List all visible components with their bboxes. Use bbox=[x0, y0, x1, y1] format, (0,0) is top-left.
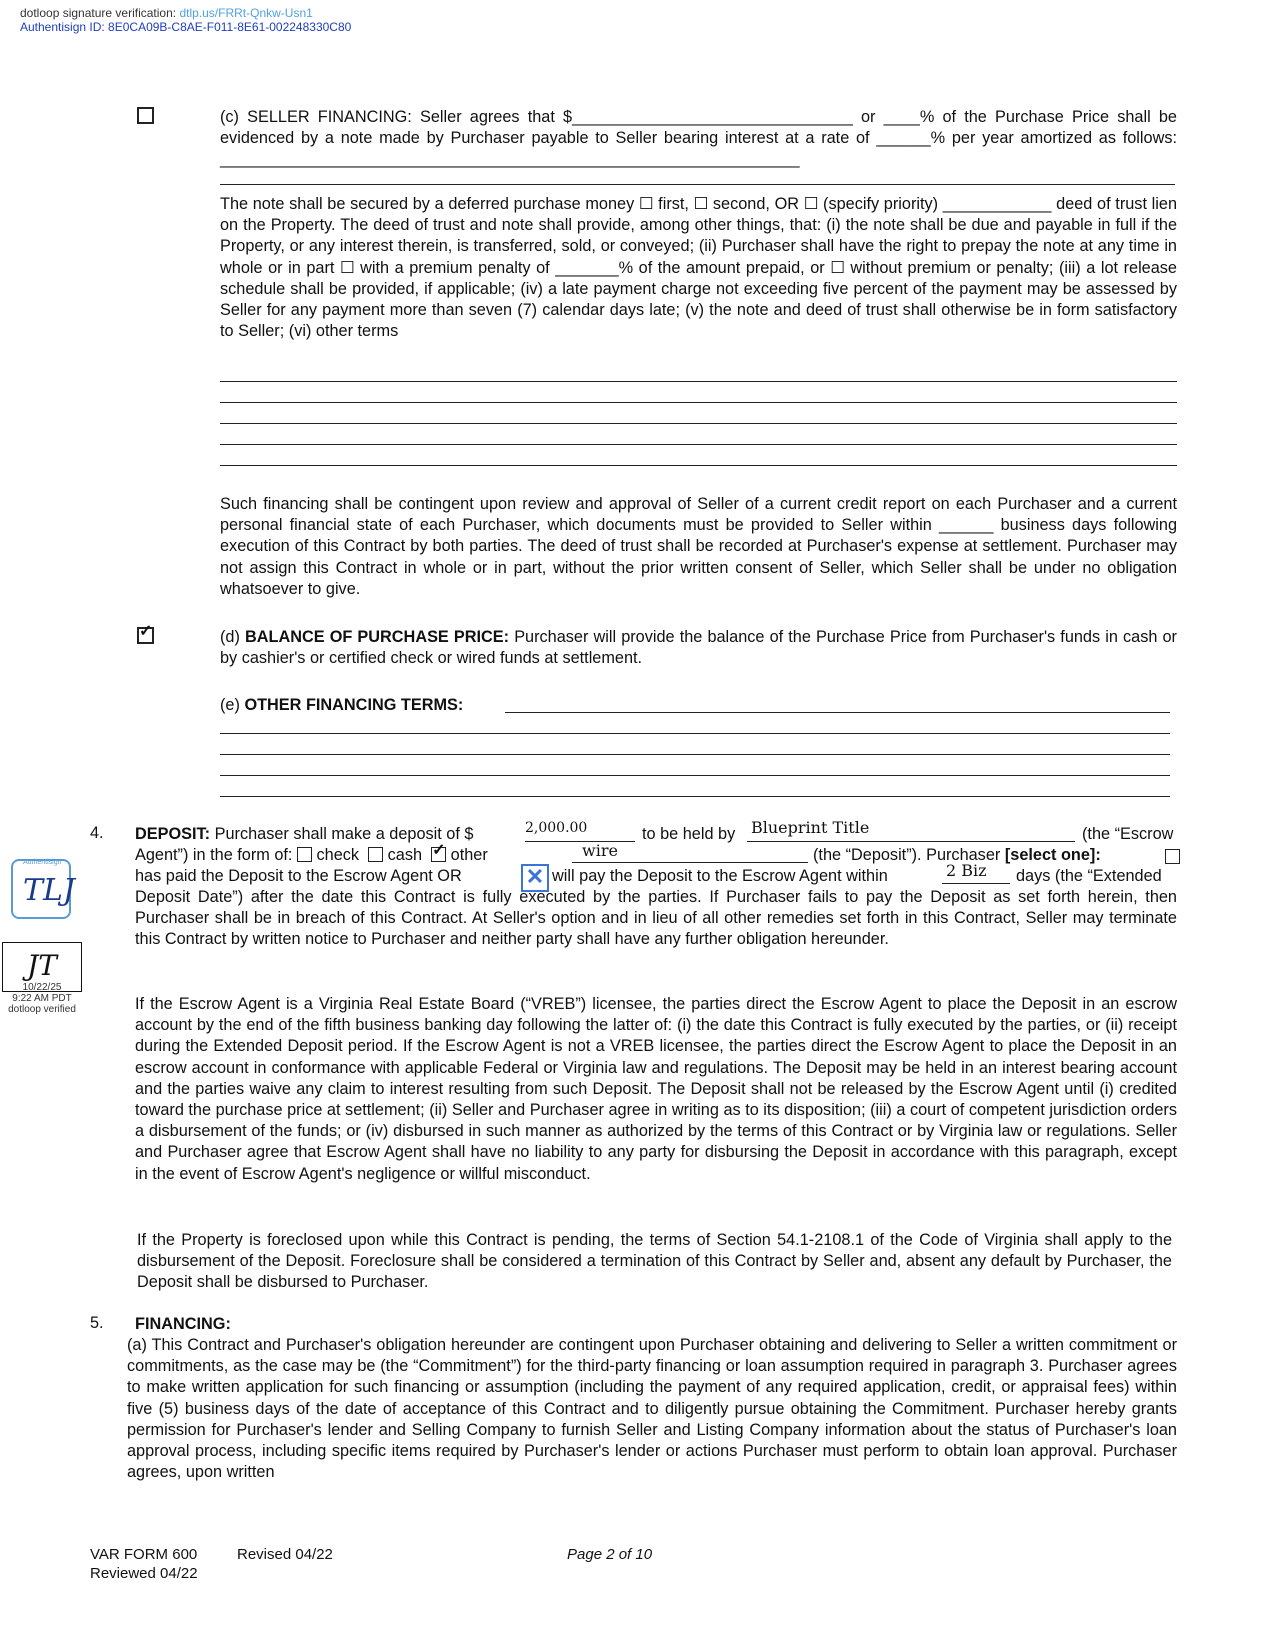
balance-purchase-paragraph: (d) BALANCE OF PURCHASE PRICE: Purchaser will provide the balance of the Purchase Price from Purchaser's funds in cash or by cashier's or certified check or wired funds at settlement. bbox=[220, 628, 1177, 668]
form-reviewed: Reviewed 04/22 bbox=[90, 1565, 198, 1582]
blank-line bbox=[220, 184, 1175, 185]
deposit-line-2: Agent”) in the form of: check cash ✓ other bbox=[135, 845, 1177, 866]
seller-financing-checkbox[interactable] bbox=[137, 107, 154, 124]
seller-financing-p1: (c) SELLER FINANCING: Seller agrees that $_______________________________ or ____% of the Purchase Price shall be evidenced by a note made by Purchaser payable to Seller bearing interest at a rate of ______% per year amortized as follows: ________________________________________________________________ bbox=[220, 108, 1177, 169]
deposit-label: (the “Deposit”). Purchaser [select one]: bbox=[813, 846, 1101, 864]
foreclosure-paragraph: If the Property is foreclosed upon while this Contract is pending, the terms of Section 54.1-2108.1 of the Code of Virginia shall apply to the disbursement of the Deposit. Foreclosure shall be considered a termination of this Contract by Seller and, absent any default by Purchaser, the Deposit shall be disbursed to Purchaser. bbox=[137, 1231, 1172, 1292]
deposit-amount[interactable]: 2,000.00 bbox=[525, 820, 588, 836]
form-revised: Revised 04/22 bbox=[237, 1546, 333, 1563]
has-paid-text: has paid the Deposit to the Escrow Agent OR bbox=[135, 867, 462, 885]
escrow-agent-line bbox=[747, 841, 1075, 842]
other-financing-line[interactable] bbox=[220, 796, 1170, 797]
deposit-line-1: DEPOSIT: Purchaser shall make a deposit of $ bbox=[135, 825, 474, 843]
section-4-number: 4. bbox=[90, 824, 104, 842]
deposit-amount-line bbox=[525, 841, 635, 842]
will-pay-text: will pay the Deposit to the Escrow Agent within bbox=[552, 867, 888, 885]
page-number: Page 2 of 10 bbox=[567, 1546, 653, 1563]
dotloop-initials-stamp: JT bbox=[2, 942, 82, 992]
check-checkbox[interactable] bbox=[297, 847, 312, 862]
has-paid-checkbox[interactable] bbox=[1165, 849, 1180, 864]
escrow-agent-value[interactable]: Blueprint Title bbox=[751, 818, 870, 837]
other-financing-line[interactable] bbox=[505, 712, 1170, 713]
other-financing-line[interactable] bbox=[220, 733, 1170, 734]
other-terms-line bbox=[220, 402, 1177, 403]
authentisign-id: Authentisign ID: 8E0CA09B-C8AE-F011-8E61-002248330C80 bbox=[20, 20, 352, 34]
authentisign-initials-stamp: Authentisign TLJ bbox=[11, 859, 71, 919]
held-by-text: to be held by bbox=[642, 825, 736, 843]
deposit-paragraph-rest: Deposit Date”) after the date this Contract is fully executed by the parties. If Purchaser fails to pay the Deposit as set forth herein, then Purchaser shall be in breach of this Contract. At Seller's option and in lieu of all other remedies set forth in this Contract, Seller may terminate this Contract by written notice to Purchaser and neither party shall have any further obligation hereunder. bbox=[135, 888, 1177, 949]
other-terms-line bbox=[220, 444, 1177, 445]
will-pay-checkbox[interactable]: ✕ bbox=[521, 864, 549, 892]
other-terms-line bbox=[220, 381, 1177, 382]
dotloop-stamp-caption: 10/22/25 9:22 AM PDT dotloop verified bbox=[8, 982, 76, 1015]
form-id: VAR FORM 600 bbox=[90, 1546, 198, 1563]
balance-purchase-checkbox[interactable] bbox=[137, 627, 154, 644]
days-label: days (the “Extended bbox=[1016, 867, 1162, 885]
seller-financing-p2: The note shall be secured by a deferred purchase money ☐ first, ☐ second, OR ☐ (specify priority) ____________ deed of trust lien on the Property. The deed of trust and note shall provide, among other things, that: (i) the note shall be due and payable in full if the Property, or any interest therein, is transferred, sold, or conveyed; (ii) Purchaser shall have the right to prepay the note at any time in whole or in part ☐ with a premium penalty of _______% of the amount prepaid, or ☐ without premium or penalty; (iii) a lot release schedule shall be provided, if applicable; (iv) a late payment charge not exceeding five percent of the payment may be assessed by Seller for any payment more than seven (7) calendar days late; (v) the note and deed of trust shall otherwise be in form satisfactory to Seller; (vi) other terms bbox=[220, 195, 1177, 341]
verification-link[interactable]: dtlp.us/FRRt-Qnkw-Usn1 bbox=[179, 6, 313, 20]
other-form-line bbox=[572, 862, 808, 863]
other-checkbox[interactable] bbox=[431, 847, 446, 862]
days-line bbox=[942, 883, 1010, 884]
escrow-label-a: (the “Escrow bbox=[1082, 825, 1174, 843]
days-value[interactable]: 2 Biz bbox=[946, 861, 987, 880]
financing-heading: FINANCING: bbox=[135, 1315, 231, 1333]
financing-paragraph: (a) This Contract and Purchaser's obligation hereunder are contingent upon Purchaser obtaining and delivering to Seller a written commitment or commitments, as the case may be (the “Commitment”) for the third-party financing or loan assumption required in paragraph 3. Purchaser agrees to make written application for such financing or assumption (including the payment of any required application, credit, or appraisal fees) within five (5) business days of the date of acceptance of this Contract and to diligently pursue obtaining the Commitment. Purchaser hereby grants permission for Purchaser's lender and Selling Company to furnish Seller and Listing Company information about the status of Purchaser's loan approval process, including specific items required by Purchaser's lender or actions Purchaser must perform to obtain loan approval. Purchaser agrees, upon written bbox=[127, 1336, 1177, 1482]
other-terms-line bbox=[220, 423, 1177, 424]
other-financing-line[interactable] bbox=[220, 754, 1170, 755]
cash-checkbox[interactable] bbox=[368, 847, 383, 862]
dotloop-verification: dotloop signature verification: dtlp.us/FRRt-Qnkw-Usn1 bbox=[20, 6, 313, 20]
balance-heading: BALANCE OF PURCHASE PRICE: bbox=[245, 628, 510, 646]
section-5-number: 5. bbox=[90, 1314, 104, 1332]
seller-financing-p3: Such financing shall be contingent upon review and approval of Seller of a current credit report on each Purchaser and a current personal financial state of each Purchaser, which documents must be provided to Seller within ______ business days following execution of this Contract by both parties. The deed of trust shall be recorded at Purchaser's expense at settlement. Purchaser may not assign this Contract in whole or in part, without the prior written consent of Seller, which Seller shall be under no obligation whatsoever to give. bbox=[220, 495, 1177, 598]
other-form-value[interactable]: wire bbox=[582, 841, 618, 860]
other-terms-line bbox=[220, 465, 1177, 466]
other-financing-label: (e) OTHER FINANCING TERMS: bbox=[220, 696, 464, 714]
other-financing-line[interactable] bbox=[220, 775, 1170, 776]
escrow-paragraph: If the Escrow Agent is a Virginia Real Estate Board (“VREB”) licensee, the parties direct the Escrow Agent to place the Deposit in an escrow account by the end of the fifth business banking day following the latter of: (i) the date this Contract is fully executed by the parties, or (ii) receipt during the Extended Deposit period. If the Escrow Agent is not a VREB licensee, the parties direct the Escrow Agent to place the Deposit in an escrow account in conformance with applicable Federal or Virginia law and regulations. The Deposit may be held in an interest bearing account and the parties waive any claim to interest resulting from such Deposit. The Deposit shall not be released by the Escrow Agent until (i) credited toward the purchase price at settlement; (ii) Seller and Purchaser agree in writing as to its disposition; (iii) a court of competent jurisdiction orders a disbursement of the funds; or (iv) disbursed in such manner as authorized by the terms of this Contract or by Virginia law or regulations. Seller and Purchaser agree that Escrow Agent shall have no liability to any party for disbursing the Deposit in accordance with this paragraph, except in the event of Escrow Agent's negligence or willful misconduct. bbox=[135, 995, 1177, 1183]
